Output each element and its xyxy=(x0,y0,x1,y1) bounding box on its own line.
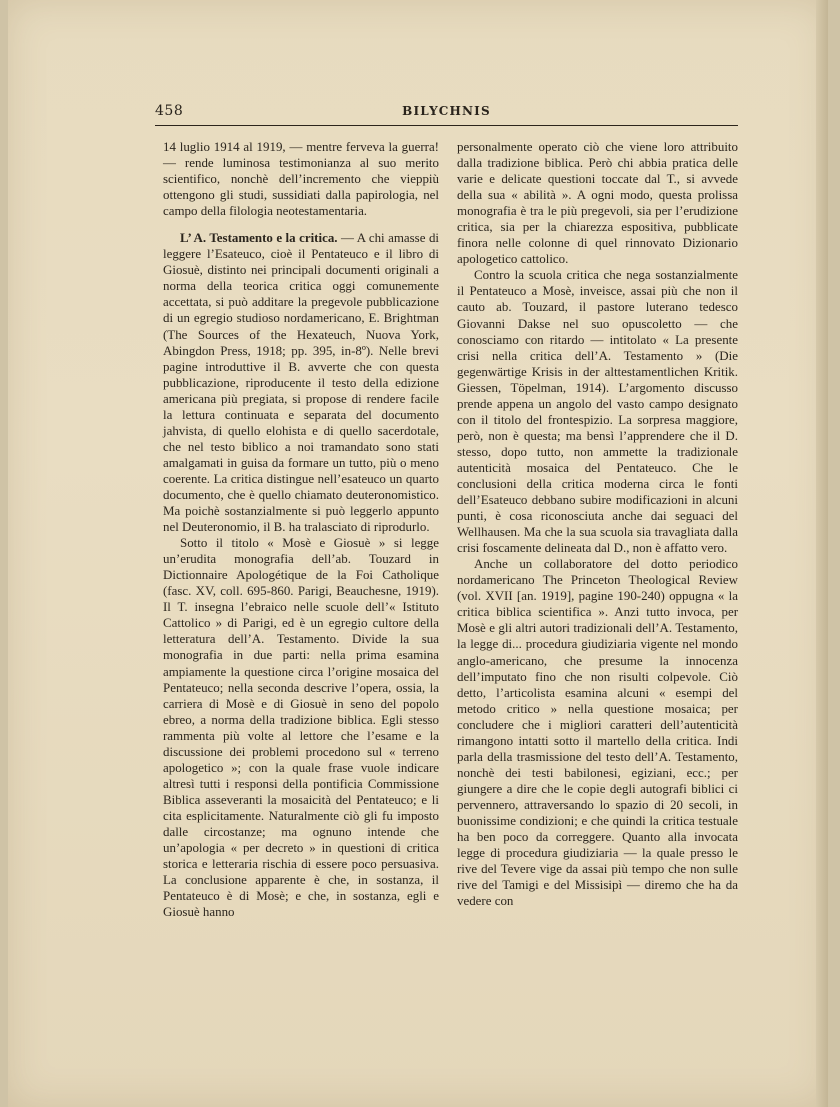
header-rule xyxy=(155,125,738,126)
paragraph-text: — A chi amasse di leggere l’Esateuco, cioè il Pentateuco e il libro di Giosuè, distinto nei principali documenti originali a norma della teorica critica oggi comunemente accettata, si può additare la pregevole pubblicazione di un egregio studioso nordamericano, E. Brightman (The Sources of the Hexateuch, Nuova York, Abingdon Press, 1918; pp. 395, in-8º). Nelle brevi pagine introduttive il B. avverte che con questa pubblicazione, riproducente il testo della edizione americana più pregiata, si propose di rendere facile la lettura continuata e separata del documento jahvista, di quello elohista e di quello sacerdotale, che nel testo biblico a noi tramandato sono stati amalgamati in guisa da formare un tutto, più o meno coerente. La critica distingue nell’esateuco un quarto documento, che è quello chiamato deuteronomistico. Ma poichè sostanzialmente si può leggerlo appunto nel Deuteronomio, il B. ha tralasciato di riprodurlo. xyxy=(163,230,440,535)
page-number: 458 xyxy=(155,103,184,119)
paragraph: 14 luglio 1914 al 1919, — mentre ferveva la guerra! — rende luminosa testimonianza al suo merito scientifico, nonchè dell’incremento che vieppiù ottengono gli studi, sussidiati dalla papirologia, nel campo della filologia neotestamentaria. xyxy=(163,139,439,219)
section-paragraph xyxy=(163,230,439,535)
page-edge xyxy=(816,0,828,1107)
section-heading: L’ A. Testamento e la critica. xyxy=(180,230,338,246)
book-page xyxy=(8,0,828,1107)
running-title: BILYCHNIS xyxy=(402,104,491,118)
paragraph: Contro la scuola critica che nega sostanzialmente il Pentateuco a Mosè, inveisce, assai più che non il cauto ab. Touzard, il pastore luterano tedesco Giovanni Dakse nel suo opuscoletto — che conosciamo con ritardo — intitolato « La presente crisi nella critica dell’A. Testamento » (Die gegenwärtige Krisis in der alttestamentlichen Kritik. Giessen, Töpelman, 1914). L’argomento discusso prende appena un angolo del vasto campo designato con il titolo del frontespizio. La sorpresa maggiore, però, non è questa; ma bensì l’apprendere che il D. stesso, dopo tutto, non ammette la tradizionale autenticità mosaica del Pentateuco. Che le conclusioni della critica moderna circa le fonti dell’Esateuco debbano subire modificazioni in alcuni punti, è cosa riconosciuta anche dai seguaci del Wellhausen. Ma che la sua scuola sia travagliata dalla crisi foscamente delineata dal D., non è affatto vero. xyxy=(457,267,738,556)
right-column xyxy=(457,139,738,909)
left-column xyxy=(163,139,439,920)
page-header xyxy=(155,103,738,123)
paragraph: Sotto il titolo « Mosè e Giosuè » si legge un’erudita monografia dell’ab. Touzard in Dictionnaire Apologétique de la Foi Catholique (fasc. XV, coll. 695-860. Parigi, Beauchesne, 1919). Il T. insegna l’ebraico nelle scuole dell’« Istituto Cattolico » di Parigi, ed è un egregio cultore della letteratura dell’A. Testamento. Divide la sua monografia in due parti: nella prima esamina ampiamente la questione circa l’origine mosaica del Pentateuco; nella seconda descrive l’opera, ossia, la carriera di Mosè e di Giosuè in seno del popolo ebreo, a norma della tradizione biblica. Egli stesso rammenta più volte al lettore che l’esame e la discussione dei problemi procedono sul « terreno apologetico »; con la quale frase vuole indicare altresì tutti i responsi della pontificia Commissione Biblica asseveranti la mosaicità del Pentateuco; e li cita esplicitamente. Naturalmente ciò gli fu imposto dalle circostanze; ma ognuno intende che un’apologia « per decreto » in questioni di critica storica e letteraria rischia di essere poco persuasiva. La conclusione apparente è che, in sostanza, il Pentateuco è di Mosè; e che, in sostanza, egli e Giosuè hanno xyxy=(163,535,439,920)
paragraph: Anche un collaboratore del dotto periodico nordamericano The Princeton Theological Review (vol. XVII [an. 1919], pagine 190-240) oppugna « la critica biblica scientifica ». Anzi tutto invoca, per Mosè e gli altri autori tradizionali dell’A. Testamento, la legge di... procedura giudiziaria vigente nel mondo anglo-americano, che presume la innocenza dell’imputato fino che non risulti colpevole. Ciò detto, l’articolista esamina alcuni « esempi del metodo critico » nella questione mosaica; per concludere che i migliori caratteri dell’autenticità rimangono intatti sotto il martello della critica. Indi parla della trasmissione del testo dell’A. Testamento, nonchè dei testi babilonesi, egiziani, ecc.; per giungere a dire che le copie degli autografi biblici ci pervennero, attraversando lo spazio di 20 secoli, in buonissime condizioni; e che quindi la critica testuale ha ben poco da correggere. Quanto alla invocata legge di procedura giudiziaria — la quale presso le rive del Tevere vige da assai più tempo che non sulle rive del Tamigi e del Missisipì — diremo che ha da vedere con xyxy=(457,556,738,909)
paragraph: personalmente operato ciò che viene loro attribuito dalla tradizione biblica. Però chi abbia pratica delle varie e delicate questioni toccate dal T., si avvede della sua « abilità ». A ogni modo, questa prolissa monografia è tra le più pregevoli, sia per l’erudizione critica, sia per la chiarezza espositiva, pubblicate finora nelle colonne di quel rinnovato Dizionario apologetico cattolico. xyxy=(457,139,738,267)
